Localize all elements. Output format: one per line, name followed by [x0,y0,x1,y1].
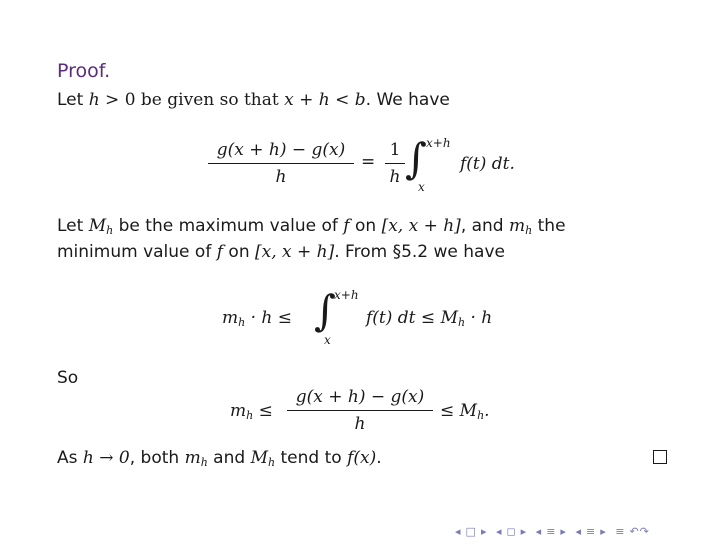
nav-frame-icon[interactable]: □ [465,525,477,538]
eq2-left [222,308,292,329]
text: . [376,448,382,468]
var-b: b [354,90,366,110]
var-M: M [88,216,107,236]
subscript-h: h [238,316,246,329]
eq3-left [230,401,273,422]
eq3-right [440,401,490,422]
beamer-navigation [455,525,654,538]
subscript-h: h [246,409,254,422]
eq1-numerator: g(x + h) − g(x) [216,140,346,160]
var-m: m [222,308,239,328]
nav-prev-subsection-icon[interactable]: ◂ [495,525,503,538]
text: . We have [365,90,450,110]
nav-menu-icon[interactable]: ≡ [615,525,626,538]
subscript-h: h [268,456,276,469]
f-of-x: f(x) [347,448,377,468]
nav-section-icon[interactable]: ≡ [546,525,557,538]
integral-sign: ∫ [314,286,336,335]
text: on [223,242,255,262]
var-f: f [216,242,224,262]
var-f: f [343,216,350,236]
text: the [532,216,566,236]
text: As [57,448,83,468]
eq3-numerator: g(x + h) − g(x) [295,387,425,407]
less-equal: ≤ [253,401,273,421]
integral-sign: ∫ [405,134,427,183]
nav-prev-icon[interactable]: ◂ [575,525,582,538]
proof-line-2 [57,216,566,237]
eq1-lower-limit: x [418,180,425,194]
text: and [207,448,251,468]
times-h-le: · h ≤ [245,308,293,328]
text: on [349,216,382,236]
proof-title: Proof. [57,60,111,82]
subscript-h: h [200,456,208,469]
eq1-equals: = [361,152,376,172]
var-M: M [250,448,268,468]
text: tend to [275,448,348,468]
text: Let [57,90,89,110]
subscript-h: h [106,224,114,237]
var-m: m [509,216,526,236]
eq2-right [366,308,492,329]
so-label: So [57,368,79,388]
nav-prev-section-icon[interactable]: ◂ [535,525,543,538]
eq3-denominator: h [354,414,366,434]
nav-subsection-icon[interactable]: ◻ [506,525,517,538]
nav-next-subsection-icon[interactable]: ▸ [520,525,528,538]
eq1-h: h [389,167,401,187]
less-than: < [329,90,355,110]
text: be the maximum value of [113,216,344,236]
fraction-bar [287,410,433,411]
text: Let [57,216,89,236]
text: . From §5.2 we have [334,242,505,262]
eq1-integrand: f(t) dt. [460,154,515,174]
var-m: m [230,401,247,421]
times-h: · h [465,308,493,328]
eq2-integrand: f(t) dt ≤ [366,308,441,328]
text: , both [129,448,185,468]
interval: [x, x + h] [381,216,461,236]
var-m: m [184,448,201,468]
nav-prev-frame-icon[interactable]: ◂ [455,525,462,538]
subscript-h: h [477,409,485,422]
proof-line-3 [57,242,505,262]
proof-last-line [57,448,382,469]
qed-square-icon [653,450,667,464]
h-to-zero: h → 0 [82,448,130,468]
text: minimum value of [57,242,217,262]
var-M: M [440,308,458,328]
var-M: M [459,401,478,421]
eq1-denominator: h [275,167,287,187]
eq1-upper-limit: x+h [426,136,451,150]
nav-next-frame-icon[interactable]: ▸ [480,525,488,538]
nav-next-section-icon[interactable]: ▸ [560,525,567,538]
eq3-fraction [287,385,433,436]
eq1-one-over-h [385,138,405,189]
less-equal: ≤ [440,401,460,421]
var-h: h [88,90,100,110]
nav-next-icon[interactable]: ▸ [600,525,607,538]
text: > 0 be given so that [99,90,285,110]
eq2-lower-limit: x [324,333,331,347]
eq1-fraction [208,138,354,189]
period: . [484,401,490,421]
subscript-h: h [525,224,533,237]
interval: [x, x + h] [255,242,335,262]
fraction-bar [208,163,354,164]
eq2-upper-limit: x+h [334,288,359,302]
proof-line-1 [57,90,450,110]
subscript-h: h [457,316,466,329]
expr-x-plus-h: x + h [284,90,330,110]
nav-search-icon[interactable]: ↶↷ [629,525,650,538]
eq1-one: 1 [389,140,401,160]
text: , and [460,216,510,236]
nav-toc-icon[interactable]: ≡ [585,525,597,538]
fraction-bar [385,163,405,164]
